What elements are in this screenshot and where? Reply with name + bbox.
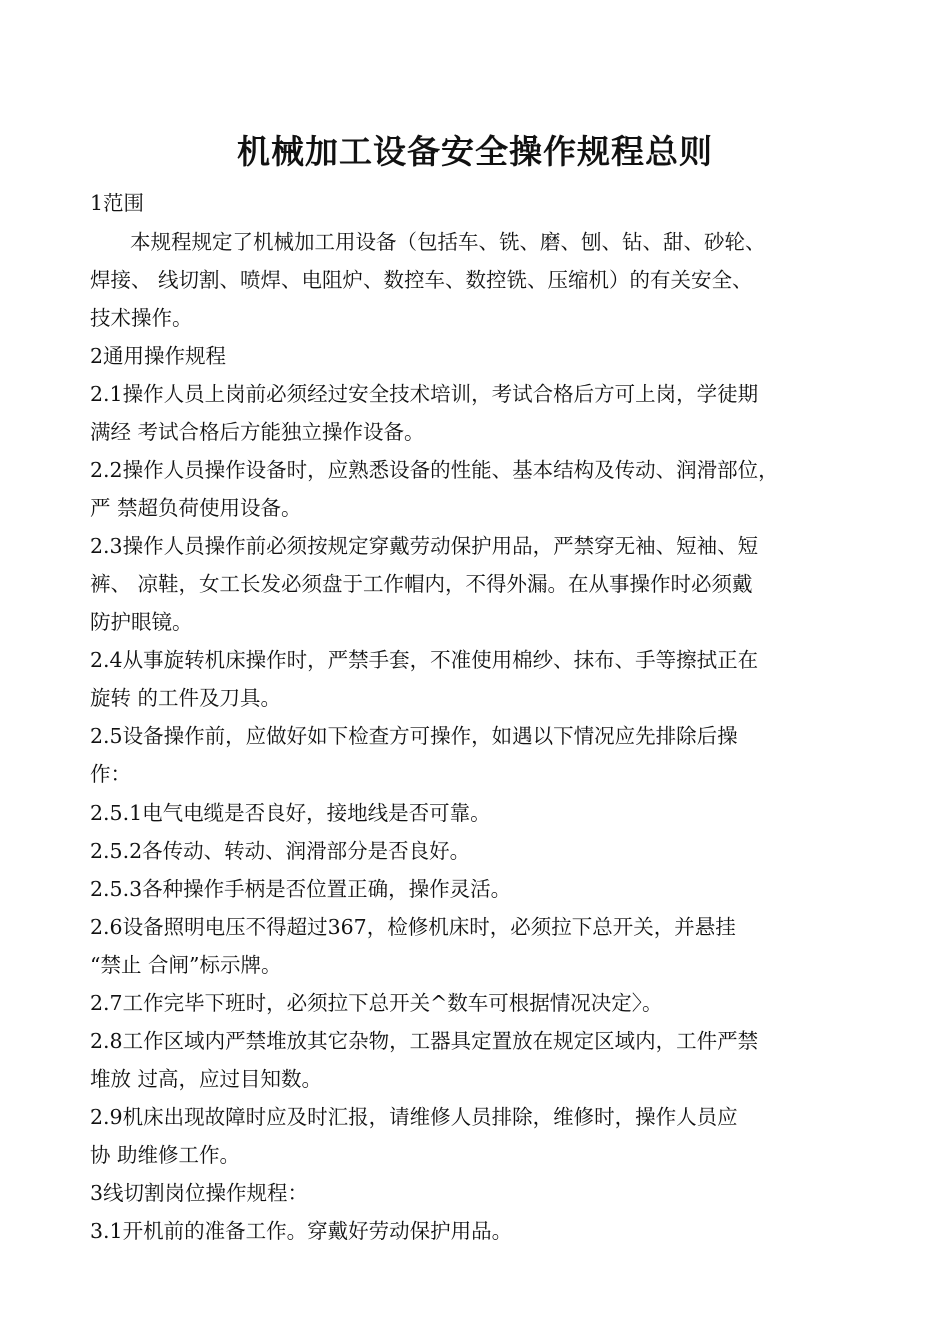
paragraph-line: “禁止 合闸”标示牌。 bbox=[90, 953, 282, 977]
paragraph-line: 严 禁超负荷使用设备。 bbox=[90, 496, 302, 520]
paragraph-line: 堆放 过高，应过目知数。 bbox=[90, 1067, 323, 1091]
paragraph-line: 2.4从事旋转机床操作时，严禁手套，不准使用棉纱、抹布、手等擦拭正在 bbox=[90, 648, 759, 672]
paragraph-line: 裤、 凉鞋，女工长发必须盘于工作帽内，不得外漏。在从事操作时必须戴 bbox=[90, 572, 753, 596]
paragraph-line: 2.9机床出现故障时应及时汇报，请维修人员排除，维修时，操作人员应 bbox=[90, 1105, 738, 1129]
paragraph-line: 2.5.2各传动、转动、润滑部分是否良好。 bbox=[90, 839, 471, 863]
paragraph-line: 作： bbox=[90, 762, 131, 786]
section-heading-3: 3线切割岗位操作规程： bbox=[90, 1181, 309, 1205]
paragraph-line: 2.6设备照明电压不得超过367，检修机床时，必须拉下总开关，并悬挂 bbox=[90, 915, 736, 939]
paragraph-line: 技术操作。 bbox=[90, 306, 193, 330]
paragraph-line: 2.2操作人员操作设备时，应熟悉设备的性能、基本结构及传动、润滑部位， bbox=[90, 458, 779, 482]
paragraph-line: 满经 考试合格后方能独立操作设备。 bbox=[90, 420, 425, 444]
paragraph-line: 本规程规定了机械加工用设备（包括车、铣、磨、刨、钻、甜、砂轮、 bbox=[130, 230, 766, 254]
paragraph-line: 2.7工作完毕下班时，必须拉下总开关^数车可根据情况决定〉。 bbox=[90, 991, 663, 1015]
paragraph-line: 2.5.1电气电缆是否良好，接地线是否可靠。 bbox=[90, 801, 491, 825]
paragraph-line: 协 助维修工作。 bbox=[90, 1143, 241, 1167]
paragraph-line: 2.5设备操作前，应做好如下检查方可操作，如遇以下情况应先排除后操 bbox=[90, 724, 738, 748]
paragraph-line: 2.5.3各种操作手柄是否位置正确，操作灵活。 bbox=[90, 877, 512, 901]
paragraph-line: 防护眼镜。 bbox=[90, 610, 193, 634]
document-title: 机械加工设备安全操作规程总则 bbox=[237, 132, 713, 171]
paragraph-line: 3.1开机前的准备工作。穿戴好劳动保护用品。 bbox=[90, 1219, 513, 1243]
paragraph-line: 旋转 的工件及刀具。 bbox=[90, 686, 282, 710]
section-heading-2: 2通用操作规程 bbox=[90, 344, 227, 368]
section-heading-1: 1范围 bbox=[90, 191, 145, 215]
paragraph-line: 2.3操作人员操作前必须按规定穿戴劳动保护用品，严禁穿无袖、短袖、短 bbox=[90, 534, 759, 558]
paragraph-line: 焊接、 线切割、喷焊、电阻炉、数控车、数控铣、压缩机）的有关安全、 bbox=[90, 268, 753, 292]
paragraph-line: 2.8工作区域内严禁堆放其它杂物，工器具定置放在规定区域内，工件严禁 bbox=[90, 1029, 759, 1053]
paragraph-line: 2.1操作人员上岗前必须经过安全技术培训，考试合格后方可上岗，学徒期 bbox=[90, 382, 759, 406]
